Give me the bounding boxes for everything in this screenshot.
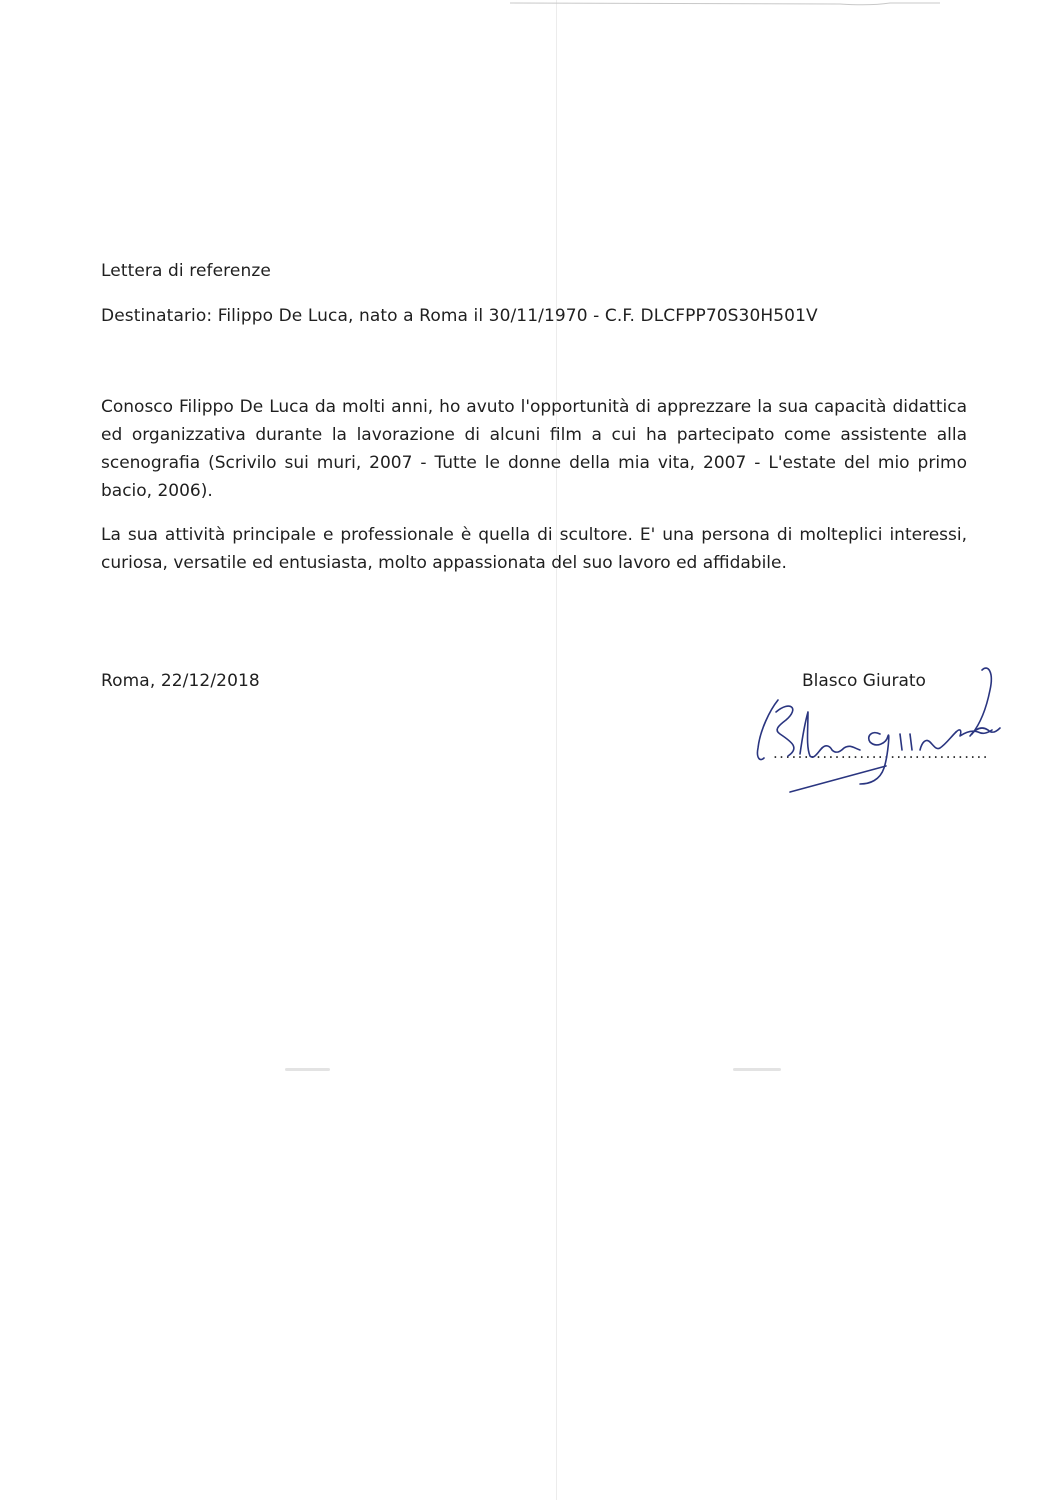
- letter-paragraph: [101, 393, 967, 505]
- letter-recipient: Destinatario: Filippo De Luca, nato a Roma il 30/11/1970 - C.F. DLCFPP70S30H501V: [101, 306, 818, 326]
- paragraph-text: Conosco Filippo De Luca da molti anni, ho avuto l'opportunità di apprezzare la sua capacità didattica ed organizzativa durante la lavorazione di alcuni film a cui ha partecipato come assistente alla scenografia (Scrivilo sui muri, 2007 - Tutte le donne della mia vita, 2007 - L'estate del mio primo bacio, 2006).: [101, 397, 967, 501]
- scan-smudge: [285, 1068, 330, 1071]
- scan-smudge: [733, 1068, 781, 1071]
- scan-top-edge: [510, 0, 950, 8]
- letter-title: Lettera di referenze: [101, 261, 271, 281]
- paragraph-text: La sua attività principale e professionale è quella di scultore. E' una persona di molteplici interessi, curiosa, versatile ed entusiasta, molto appassionata del suo lavoro ed affidabile.: [101, 525, 967, 573]
- place-date: Roma, 22/12/2018: [101, 671, 260, 691]
- handwritten-signature: [730, 660, 1020, 800]
- signer-name: Blasco Giurato: [802, 671, 926, 691]
- signature-line: ...................................: [773, 744, 989, 762]
- letter-paragraph: [101, 521, 967, 577]
- page-fold-line: [556, 0, 557, 1500]
